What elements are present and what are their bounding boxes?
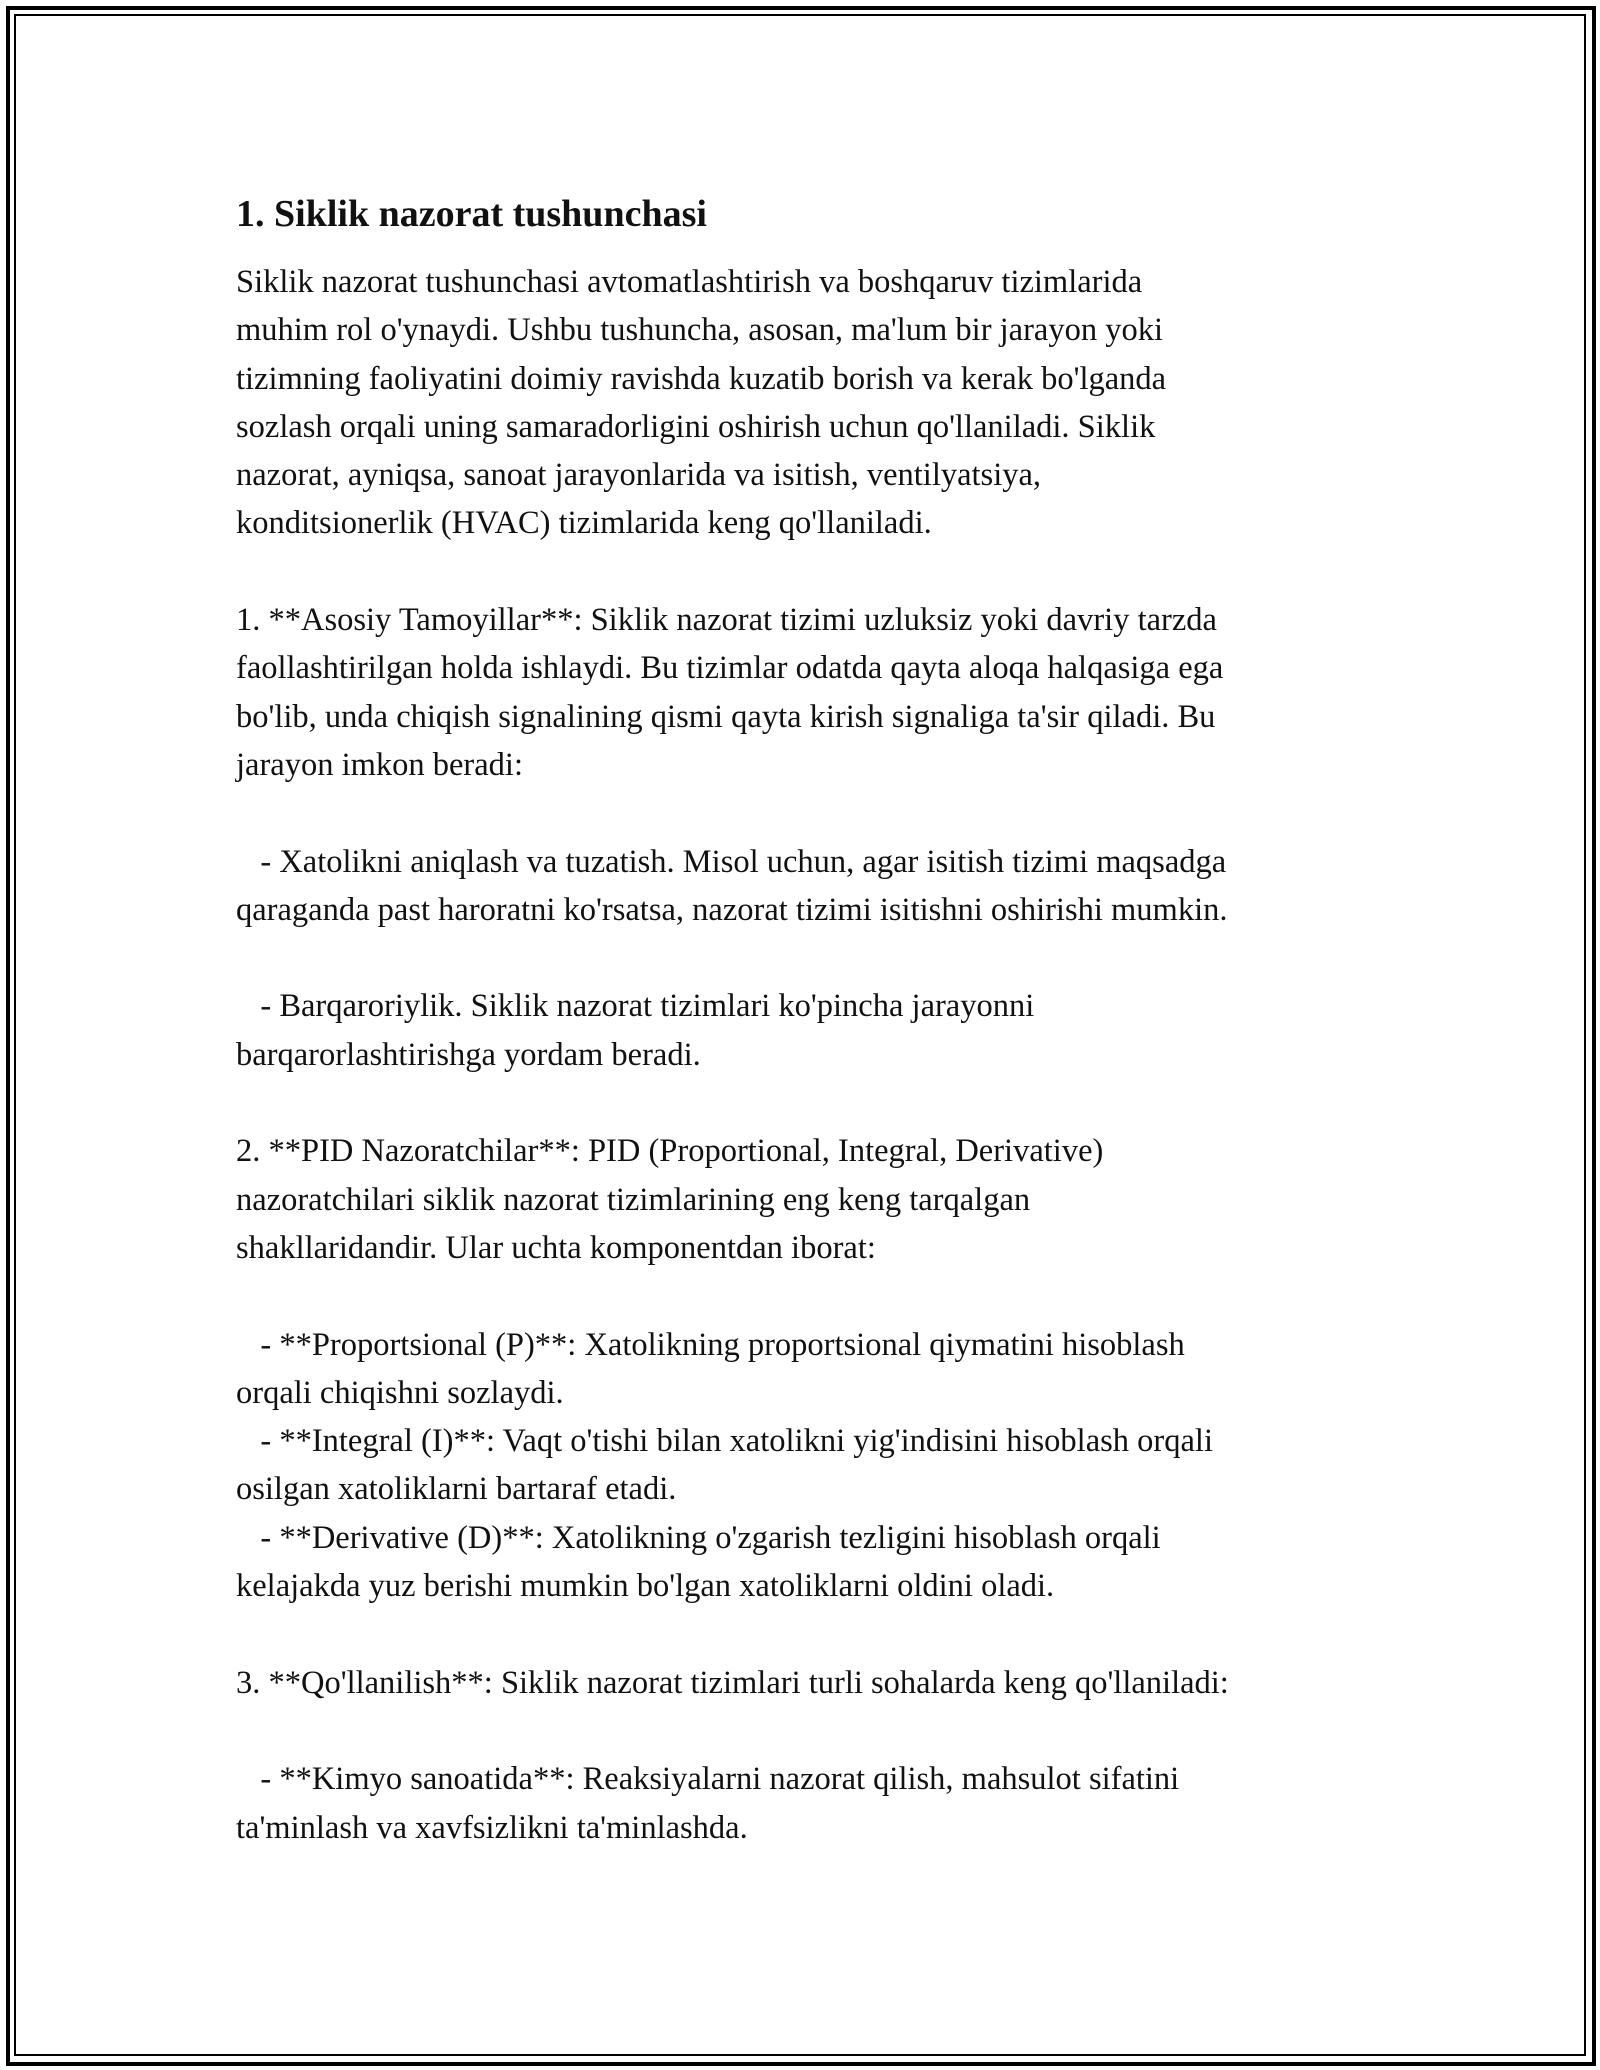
- text-line: - **Derivative (D)**: Xatolikning o'zgarish tezligini hisoblash orqali: [236, 1519, 1161, 1556]
- text-line: - **Integral (I)**: Vaqt o'tishi bilan xatolikni yig'indisini hisoblash orqali: [236, 1423, 1213, 1460]
- text-line: osilgan xatoliklarni bartaraf etadi.: [236, 1471, 677, 1508]
- text-line: ta'minlash va xavfsizlikni ta'minlashda.: [236, 1809, 748, 1846]
- text-line: qaraganda past haroratni ko'rsatsa, nazorat tizimi isitishni oshirishi mumkin.: [236, 891, 1228, 928]
- text-line: 2. **PID Nazoratchilar**: PID (Proportional, Integral, Derivative): [236, 1133, 1104, 1170]
- text-line: bo'lib, unda chiqish signalining qismi qayta kirish signaliga ta'sir qiladi. Bu: [236, 698, 1216, 735]
- text-line: jarayon imkon beradi:: [236, 746, 523, 783]
- text-line: - Barqaroriylik. Siklik nazorat tizimlari ko'pincha jarayonni: [236, 988, 1035, 1025]
- text-line: 3. **Qo'llanilish**: Siklik nazorat tizimlari turli sohalarda keng qo'llaniladi:: [236, 1664, 1229, 1701]
- paragraph-spacer: [236, 1707, 1366, 1755]
- text-line: shakllaridandir. Ular uchta komponentdan iborat:: [236, 1229, 876, 1266]
- document-paragraphs: [236, 258, 1366, 1852]
- text-line: nazoratchilari siklik nazorat tizimlarining eng keng tarqalgan: [236, 1181, 1031, 1218]
- text-line: orqali chiqishni sozlaydi.: [236, 1374, 564, 1411]
- text-line: nazorat, ayniqsa, sanoat jarayonlarida va isitish, ventilyatsiya,: [236, 457, 1042, 494]
- text-line: barqarorlashtirishga yordam beradi.: [236, 1036, 701, 1073]
- document-body: [236, 188, 1366, 1852]
- text-line: Siklik nazorat tushunchasi avtomatlashtirish va boshqaruv tizimlarida: [236, 264, 1143, 300]
- text-line: muhim rol o'ynaydi. Ushbu tushuncha, asosan, ma'lum bir jarayon yoki: [236, 312, 1163, 349]
- text-line: - **Proportsional (P)**: Xatolikning proportsional qiymatini hisoblash: [236, 1326, 1185, 1363]
- section-heading: 1. Siklik nazorat tushunchasi: [236, 193, 707, 235]
- paragraph: [236, 1659, 1366, 1707]
- paragraph-spacer: [236, 1272, 1366, 1320]
- paragraph: [236, 1755, 1366, 1852]
- paragraph-spacer: [236, 1079, 1366, 1127]
- paragraph: [236, 1321, 1366, 1611]
- paragraph-spacer: [236, 934, 1366, 982]
- paragraph: [236, 1127, 1366, 1272]
- text-line: 1. **Asosiy Tamoyillar**: Siklik nazorat tizimi uzluksiz yoki davriy tarzda: [236, 602, 1217, 639]
- text-line: tizimning faoliyatini doimiy ravishda kuzatib borish va kerak bo'lganda: [236, 360, 1167, 397]
- paragraph-spacer: [236, 548, 1366, 596]
- paragraph-spacer: [236, 789, 1366, 837]
- text-line: - **Kimyo sanoatida**: Reaksiyalarni nazorat qilish, mahsulot sifatini: [236, 1761, 1180, 1798]
- text-line: sozlash orqali uning samaradorligini oshirish uchun qo'llaniladi. Siklik: [236, 408, 1156, 445]
- paragraph: [236, 838, 1366, 935]
- paragraph: [236, 258, 1366, 548]
- text-line: kelajakda yuz berishi mumkin bo'lgan xatoliklarni oldini oladi.: [236, 1568, 1055, 1605]
- paragraph: [236, 982, 1366, 1079]
- text-line: konditsionerlik (HVAC) tizimlarida keng qo'llaniladi.: [236, 505, 932, 542]
- text-line: - Xatolikni aniqlash va tuzatish. Misol uchun, agar isitish tizimi maqsadga: [236, 843, 1227, 880]
- paragraph: [236, 596, 1366, 789]
- paragraph-spacer: [236, 1610, 1366, 1658]
- text-line: faollashtirilgan holda ishlaydi. Bu tizimlar odatda qayta aloqa halqasiga ega: [236, 650, 1224, 687]
